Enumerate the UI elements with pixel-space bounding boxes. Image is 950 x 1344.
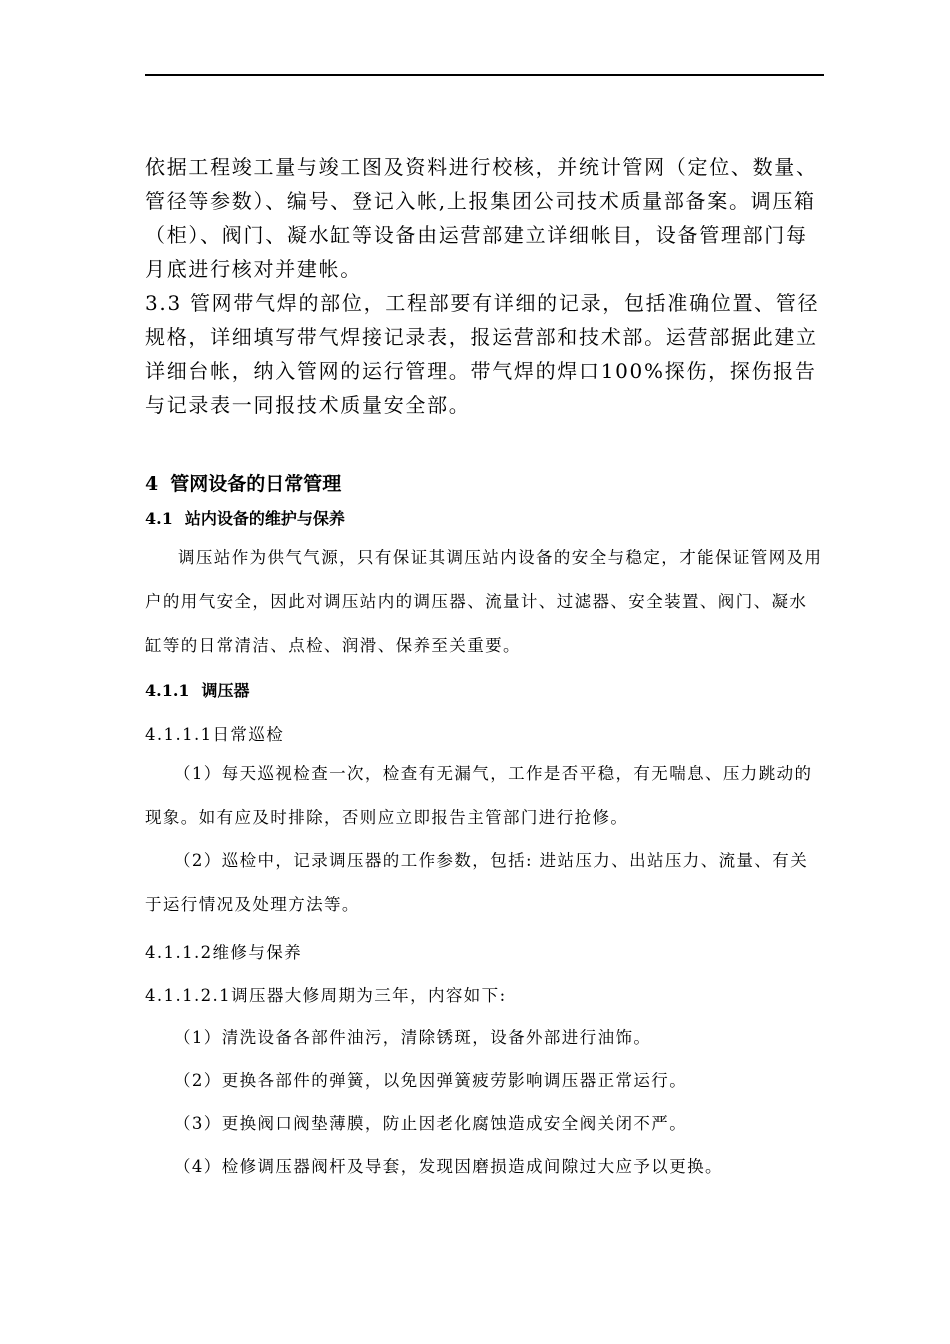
paragraph-3-3: 3.3 管网带气焊的部位，工程部要有详细的记录，包括准确位置、管径规格，详细填写带气焊接记录表，报运营部和技术部。运营部据此建立详细台帐，纳入管网的运行管理。带气焊的焊口100%探伤，探伤报告与记录表一同报技术质量安全部。: [145, 291, 820, 417]
section-4-1-1-heading: [145, 678, 825, 701]
section-4-1-heading: [145, 506, 825, 529]
overhaul-item-4: （4）检修调压器阀杆及导套，发现因磨损造成间隙过大应予以更换。: [174, 1157, 723, 1176]
daily-item-1-text: （1）每天巡视检查一次，检查有无漏气，工作是否平稳，有无喘息、压力跳动的现象。如有应及时排除，否则应立即报告主管部门进行抢修。: [145, 764, 813, 827]
daily-item-1: [145, 752, 825, 840]
daily-inspection-heading: 4.1.1.1日常巡检: [145, 725, 285, 744]
subsubsection-number: 4.1.1: [145, 681, 190, 700]
header-rule: [145, 74, 824, 76]
section-4-heading: [145, 469, 825, 496]
overhaul-heading: 4.1.1.2.1调压器大修周期为三年，内容如下:: [145, 986, 507, 1005]
subsection-title: 站内设备的维护与保养: [184, 509, 345, 528]
subsubsection-title: 调压器: [201, 681, 250, 700]
daily-item-2-text: （2）巡检中，记录调压器的工作参数，包括: 进站压力、出站压力、流量、有关于运行情况及处理方法等。: [145, 851, 809, 914]
section-number: 4: [145, 473, 159, 495]
overhaul-item-3: （3）更换阀口阀垫薄膜，防止因老化腐蚀造成安全阀关闭不严。: [174, 1114, 688, 1133]
overhaul-item-1: （1）清洗设备各部件油污，清除锈斑，设备外部进行油饰。: [174, 1028, 652, 1047]
daily-item-2: [145, 839, 825, 927]
overhaul-item-2: （2）更换各部件的弹簧，以免因弹簧疲劳影响调压器正常运行。: [174, 1071, 688, 1090]
intro-paragraph: 调压站作为供气气源，只有保证其调压站内设备的安全与稳定，才能保证管网及用户的用气安全，因此对调压站内的调压器、流量计、过滤器、安全装置、阀门、凝水缸等的日常清洁、点检、润滑、保养至关重要。: [145, 548, 823, 655]
subsection-number: 4.1: [145, 509, 173, 528]
paragraph-ledger: 依据工程竣工量与竣工图及资料进行校核，并统计管网（定位、数量、管径等参数）、编号、登记入帐,上报集团公司技术质量部备案。调压箱（柜）、阀门、凝水缸等设备由运营部建立详细帐目，设备管理部门每月底进行核对并建帐。: [145, 155, 818, 281]
section-title: 管网设备的日常管理: [170, 473, 342, 495]
maintenance-heading: 4.1.1.2维修与保养: [145, 943, 303, 962]
